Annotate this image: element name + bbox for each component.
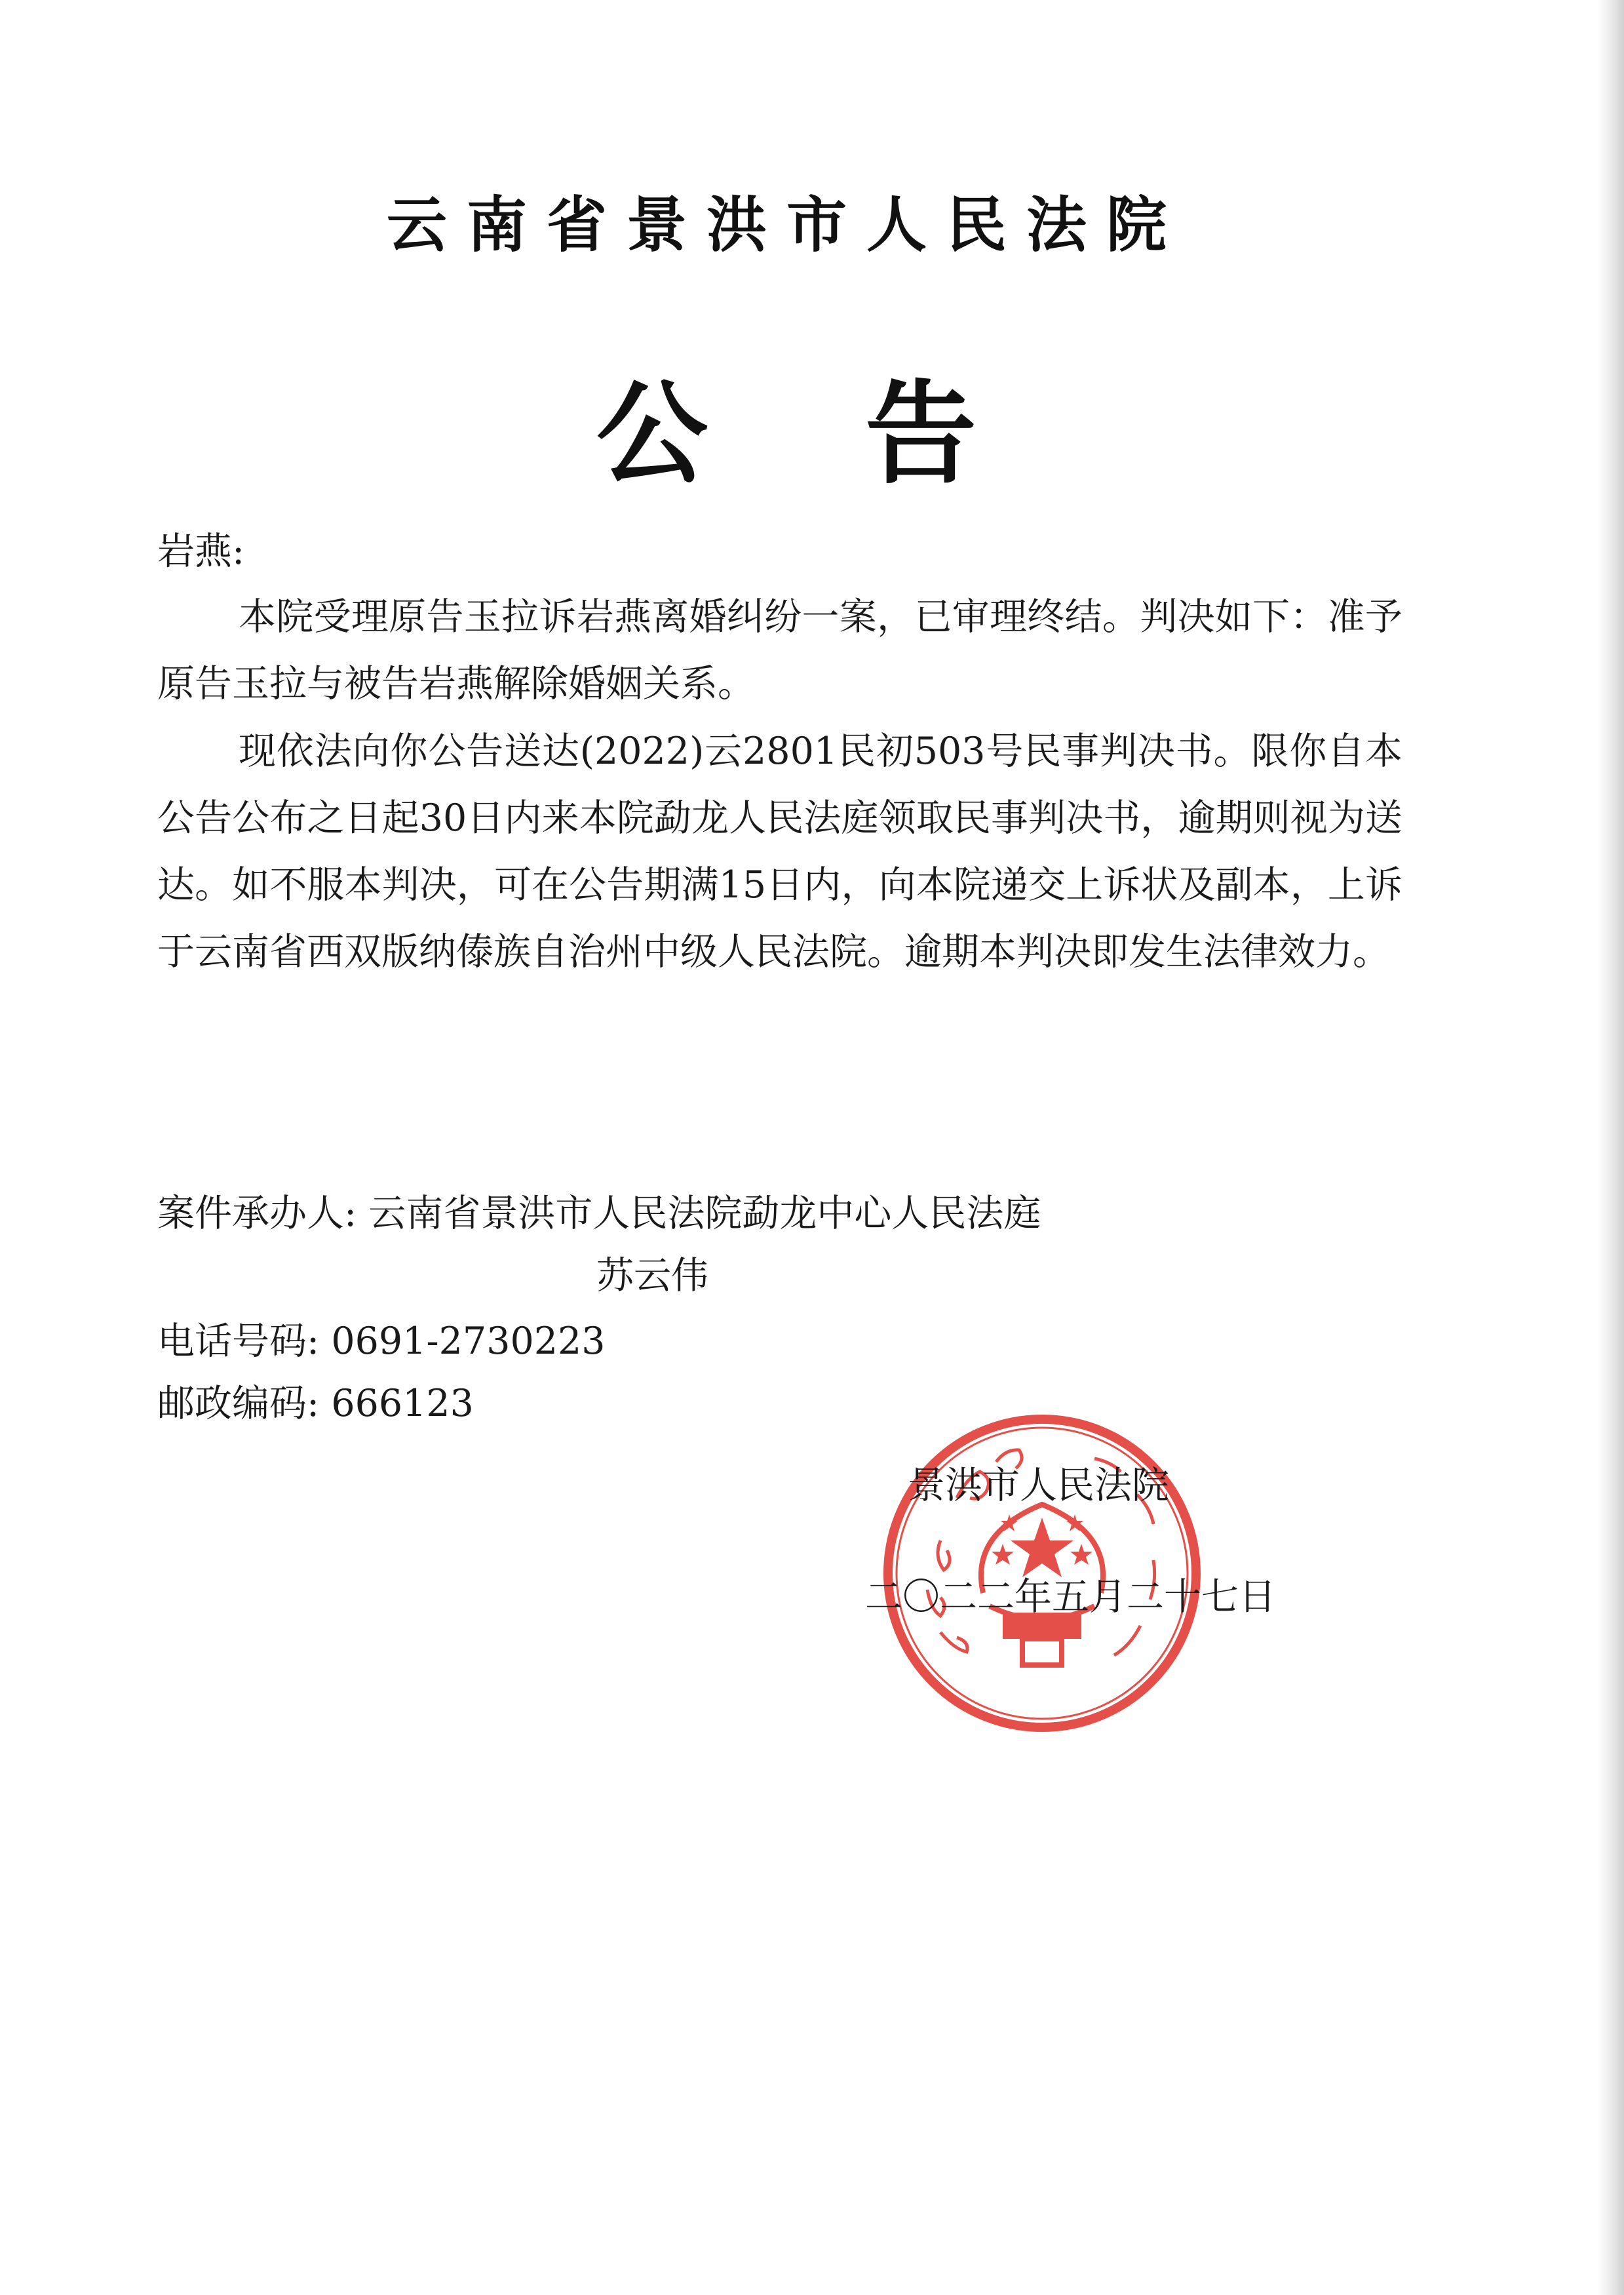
phone-label: 电话号码: [157, 1320, 320, 1363]
postcode-number: 666123 [331, 1382, 474, 1425]
signature-date: 二〇二二年五月二十七日 [865, 1575, 1276, 1618]
document-title: 公告 [596, 370, 1134, 500]
handler-org: 云南省景洪市人民法院勐龙中心人民法庭 [368, 1192, 1041, 1235]
salutation: 岩燕: [157, 530, 245, 573]
handler-name: 苏云伟 [596, 1254, 708, 1297]
postcode-line [157, 1370, 474, 1437]
signature-court: 景洪市人民法院 [908, 1464, 1169, 1507]
phone-line [157, 1308, 606, 1375]
phone-number: 0691-2730223 [331, 1320, 606, 1363]
postcode-label: 邮政编码: [157, 1382, 320, 1425]
court-name: 云南省景洪市人民法院 [386, 190, 1186, 260]
handler-line [157, 1180, 1041, 1247]
handler-label: 案件承办人: [157, 1192, 357, 1235]
paragraph-2-text: 现依法向你公告送达(2022)云2801民初503号民事判决书。限你自本公告公布之日起30日内来本院勐龙人民法庭领取民事判决书，逾期则视为送达。如不服本判决，可在公告期满15日内，向本院递交上诉状及副本，上诉于云南省西双版纳傣族自治州中级人民法院。逾期本判决即发生法律效力。 [157, 730, 1402, 973]
paragraph-1-text: 本院受理原告玉拉诉岩燕离婚纠纷一案，已审理终结。判决如下：准予原告玉拉与被告岩燕解除婚姻关系。 [157, 595, 1402, 705]
page-edge [1598, 0, 1624, 2295]
notice-paragraph-1 [157, 583, 1402, 717]
notice-paragraph-2 [157, 718, 1402, 985]
